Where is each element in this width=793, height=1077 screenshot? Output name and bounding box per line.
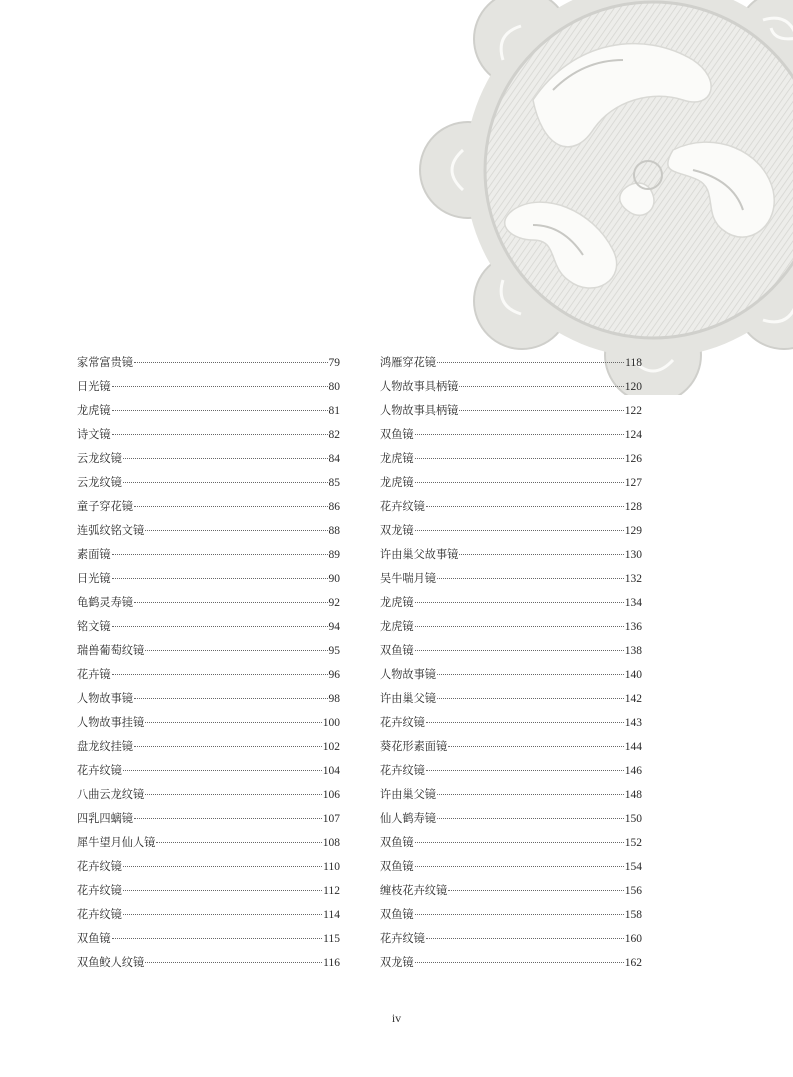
dot-leader <box>415 482 624 483</box>
entry-title: 许由巢父镜 <box>380 788 436 801</box>
toc-entry[interactable] <box>77 831 340 855</box>
toc-entry[interactable] <box>77 495 340 519</box>
dot-leader <box>112 434 328 435</box>
entry-page-number: 80 <box>328 381 340 393</box>
entry-page-number: 81 <box>328 405 340 417</box>
dot-leader <box>112 386 328 387</box>
entry-page-number: 144 <box>624 741 642 753</box>
entry-page-number: 92 <box>328 597 340 609</box>
entry-page-number: 126 <box>624 453 642 465</box>
dot-leader <box>145 650 327 651</box>
dot-leader <box>459 386 623 387</box>
entry-title: 人物故事镜 <box>380 668 436 681</box>
entry-page-number: 98 <box>328 693 340 705</box>
entry-page-number: 127 <box>624 477 642 489</box>
entry-page-number: 82 <box>328 429 340 441</box>
entry-title: 双鱼镜 <box>380 836 414 849</box>
entry-title: 龙虎镜 <box>380 596 414 609</box>
dot-leader <box>415 914 624 915</box>
toc-entry[interactable] <box>380 903 642 927</box>
entry-page-number: 118 <box>625 357 642 369</box>
dot-leader <box>426 770 624 771</box>
entry-page-number: 89 <box>328 549 340 561</box>
toc-entry[interactable] <box>380 831 642 855</box>
entry-title: 龙虎镜 <box>380 476 414 489</box>
dot-leader <box>145 794 322 795</box>
toc-entry[interactable] <box>380 591 642 615</box>
entry-page-number: 154 <box>624 861 642 873</box>
dot-leader <box>415 962 624 963</box>
toc-entry[interactable] <box>77 375 340 399</box>
toc-entry[interactable] <box>77 711 340 735</box>
entry-title: 花卉镜 <box>77 668 111 681</box>
entry-page-number: 112 <box>323 885 340 897</box>
dot-leader <box>112 554 328 555</box>
entry-title: 葵花形素面镜 <box>380 740 448 753</box>
toc-entry[interactable] <box>77 663 340 687</box>
toc-entry[interactable] <box>77 783 340 807</box>
toc-entry[interactable] <box>77 759 340 783</box>
entry-title: 云龙纹镜 <box>77 476 122 489</box>
toc-entry[interactable] <box>380 495 642 519</box>
entry-title: 四乳四螭镜 <box>77 812 133 825</box>
entry-page-number: 94 <box>328 621 340 633</box>
dot-leader <box>415 650 624 651</box>
entry-page-number: 148 <box>624 789 642 801</box>
dot-leader <box>145 722 322 723</box>
entry-title: 双鱼镜 <box>380 428 414 441</box>
toc-entry[interactable] <box>77 543 340 567</box>
entry-page-number: 100 <box>322 717 340 729</box>
entry-page-number: 130 <box>624 549 642 561</box>
entry-page-number: 107 <box>322 813 340 825</box>
toc-entry[interactable] <box>77 423 340 447</box>
entry-title: 素面镜 <box>77 548 111 561</box>
toc-entry[interactable] <box>380 399 642 423</box>
entry-page-number: 122 <box>624 405 642 417</box>
toc-entry[interactable] <box>380 519 642 543</box>
entry-title: 瑞兽葡萄纹镜 <box>77 644 145 657</box>
entry-page-number: 129 <box>624 525 642 537</box>
toc-entry[interactable] <box>77 735 340 759</box>
toc-entry[interactable] <box>77 399 340 423</box>
dot-leader <box>437 794 624 795</box>
dot-leader <box>134 362 328 363</box>
toc-entry[interactable] <box>77 615 340 639</box>
dot-leader <box>134 506 328 507</box>
entry-page-number: 143 <box>624 717 642 729</box>
entry-page-number: 150 <box>624 813 642 825</box>
toc-entry[interactable] <box>77 855 340 879</box>
dot-leader <box>123 458 328 459</box>
toc-entry[interactable] <box>77 351 340 375</box>
entry-page-number: 110 <box>323 861 340 873</box>
toc-entry[interactable] <box>380 807 642 831</box>
entry-title: 缠枝花卉纹镜 <box>380 884 448 897</box>
dot-leader <box>426 506 624 507</box>
entry-page-number: 134 <box>624 597 642 609</box>
entry-page-number: 84 <box>328 453 340 465</box>
dot-leader <box>426 938 624 939</box>
entry-title: 龙虎镜 <box>380 620 414 633</box>
entry-page-number: 108 <box>322 837 340 849</box>
bronze-mirror-rubbing-icon <box>363 0 793 395</box>
dot-leader <box>134 746 322 747</box>
entry-title: 花卉纹镜 <box>77 764 122 777</box>
entry-title: 诗文镜 <box>77 428 111 441</box>
toc-entry[interactable] <box>380 471 642 495</box>
entry-title: 人物故事挂镜 <box>77 716 145 729</box>
entry-title: 花卉纹镜 <box>380 716 425 729</box>
toc-entry[interactable] <box>77 807 340 831</box>
entry-title: 人物故事具柄镜 <box>380 380 459 393</box>
entry-title: 花卉纹镜 <box>77 860 122 873</box>
entry-page-number: 95 <box>328 645 340 657</box>
toc-entry[interactable] <box>380 855 642 879</box>
entry-title: 双鱼镜 <box>77 932 111 945</box>
dot-leader <box>123 482 328 483</box>
dot-leader <box>112 578 328 579</box>
dot-leader <box>123 914 322 915</box>
toc-entry[interactable] <box>380 351 642 375</box>
toc-entry[interactable] <box>380 759 642 783</box>
toc-entry[interactable] <box>77 879 340 903</box>
entry-title: 龙虎镜 <box>380 452 414 465</box>
entry-page-number: 104 <box>322 765 340 777</box>
dot-leader <box>415 866 624 867</box>
entry-title: 双鱼镜 <box>380 908 414 921</box>
entry-page-number: 140 <box>624 669 642 681</box>
dot-leader <box>437 578 624 579</box>
entry-page-number: 138 <box>624 645 642 657</box>
entry-title: 许由巢父故事镜 <box>380 548 459 561</box>
toc-entry[interactable] <box>77 927 340 951</box>
toc-right-column <box>380 351 642 975</box>
entry-title: 吴牛喘月镜 <box>380 572 436 585</box>
entry-title: 仙人鹤寿镜 <box>380 812 436 825</box>
dot-leader <box>415 842 624 843</box>
entry-page-number: 114 <box>323 909 340 921</box>
dot-leader <box>415 626 624 627</box>
dot-leader <box>437 674 624 675</box>
entry-title: 盘龙纹挂镜 <box>77 740 133 753</box>
entry-title: 犀牛望月仙人镜 <box>77 836 156 849</box>
entry-title: 铭文镜 <box>77 620 111 633</box>
dot-leader <box>426 722 624 723</box>
toc-entry[interactable] <box>380 711 642 735</box>
entry-title: 花卉纹镜 <box>380 764 425 777</box>
toc-entry[interactable] <box>380 615 642 639</box>
toc-entry[interactable] <box>380 447 642 471</box>
toc-entry[interactable] <box>380 783 642 807</box>
toc-entry[interactable] <box>380 423 642 447</box>
entry-title: 双龙镜 <box>380 524 414 537</box>
entry-page-number: 128 <box>624 501 642 513</box>
entry-page-number: 90 <box>328 573 340 585</box>
entry-page-number: 152 <box>624 837 642 849</box>
entry-title: 双鱼镜 <box>380 644 414 657</box>
dot-leader <box>145 962 322 963</box>
entry-title: 花卉纹镜 <box>380 500 425 513</box>
dot-leader <box>448 890 624 891</box>
toc-entry[interactable] <box>77 519 340 543</box>
entry-page-number: 86 <box>328 501 340 513</box>
entry-title: 人物故事镜 <box>77 692 133 705</box>
dot-leader <box>134 698 328 699</box>
entry-title: 云龙纹镜 <box>77 452 122 465</box>
dot-leader <box>123 770 322 771</box>
toc-entry[interactable] <box>380 375 642 399</box>
entry-page-number: 88 <box>328 525 340 537</box>
dot-leader <box>415 458 624 459</box>
entry-title: 日光镜 <box>77 380 111 393</box>
dot-leader <box>415 602 624 603</box>
dot-leader <box>459 554 623 555</box>
toc-entry[interactable] <box>77 687 340 711</box>
entry-page-number: 162 <box>624 957 642 969</box>
dot-leader <box>437 818 624 819</box>
dot-leader <box>448 746 624 747</box>
entry-page-number: 136 <box>624 621 642 633</box>
entry-title: 龟鹤灵寿镜 <box>77 596 133 609</box>
toc-entry[interactable] <box>380 951 642 975</box>
dot-leader <box>123 890 322 891</box>
toc-entry[interactable] <box>380 543 642 567</box>
entry-page-number: 115 <box>323 933 340 945</box>
dot-leader <box>415 530 624 531</box>
toc-entry[interactable] <box>77 591 340 615</box>
toc-entry[interactable] <box>77 567 340 591</box>
dot-leader <box>437 362 624 363</box>
dot-leader <box>415 434 624 435</box>
entry-title: 日光镜 <box>77 572 111 585</box>
entry-page-number: 120 <box>624 381 642 393</box>
dot-leader <box>134 602 328 603</box>
entry-title: 双鱼鲛人纹镜 <box>77 956 145 969</box>
entry-page-number: 146 <box>624 765 642 777</box>
dot-leader <box>459 410 623 411</box>
entry-page-number: 156 <box>624 885 642 897</box>
toc-entry[interactable] <box>77 951 340 975</box>
entry-title: 鸿雁穿花镜 <box>380 356 436 369</box>
toc-left-column <box>77 351 340 975</box>
entry-title: 连弧纹铭文镜 <box>77 524 145 537</box>
toc-entry[interactable] <box>380 567 642 591</box>
toc-entry[interactable] <box>77 639 340 663</box>
toc-entry[interactable] <box>380 687 642 711</box>
entry-title: 家常富贵镜 <box>77 356 133 369</box>
toc-entry[interactable] <box>77 447 340 471</box>
entry-title: 花卉纹镜 <box>77 884 122 897</box>
page-folio: iv <box>391 1011 402 1025</box>
entry-page-number: 116 <box>323 957 340 969</box>
toc-entry[interactable] <box>380 639 642 663</box>
dot-leader <box>112 626 328 627</box>
toc-entry[interactable] <box>77 903 340 927</box>
dot-leader <box>123 866 322 867</box>
dot-leader <box>437 698 624 699</box>
toc-entry[interactable] <box>380 927 642 951</box>
dot-leader <box>112 674 328 675</box>
entry-title: 八曲云龙纹镜 <box>77 788 145 801</box>
entry-title: 花卉纹镜 <box>380 932 425 945</box>
entry-page-number: 160 <box>624 933 642 945</box>
entry-title: 许由巢父镜 <box>380 692 436 705</box>
entry-page-number: 158 <box>624 909 642 921</box>
toc-entry[interactable] <box>380 879 642 903</box>
dot-leader <box>112 938 323 939</box>
entry-page-number: 102 <box>322 741 340 753</box>
dot-leader <box>112 410 328 411</box>
dot-leader <box>145 530 327 531</box>
toc-entry[interactable] <box>77 471 340 495</box>
dot-leader <box>156 842 321 843</box>
entry-page-number: 142 <box>624 693 642 705</box>
entry-title: 童子穿花镜 <box>77 500 133 513</box>
entry-title: 龙虎镜 <box>77 404 111 417</box>
entry-page-number: 132 <box>624 573 642 585</box>
toc-entry[interactable] <box>380 735 642 759</box>
entry-title: 双龙镜 <box>380 956 414 969</box>
entry-title: 双鱼镜 <box>380 860 414 873</box>
entry-title: 花卉纹镜 <box>77 908 122 921</box>
entry-page-number: 96 <box>328 669 340 681</box>
entry-page-number: 106 <box>322 789 340 801</box>
entry-page-number: 79 <box>328 357 340 369</box>
entry-title: 人物故事具柄镜 <box>380 404 459 417</box>
toc-entry[interactable] <box>380 663 642 687</box>
entry-page-number: 124 <box>624 429 642 441</box>
entry-page-number: 85 <box>328 477 340 489</box>
dot-leader <box>134 818 322 819</box>
